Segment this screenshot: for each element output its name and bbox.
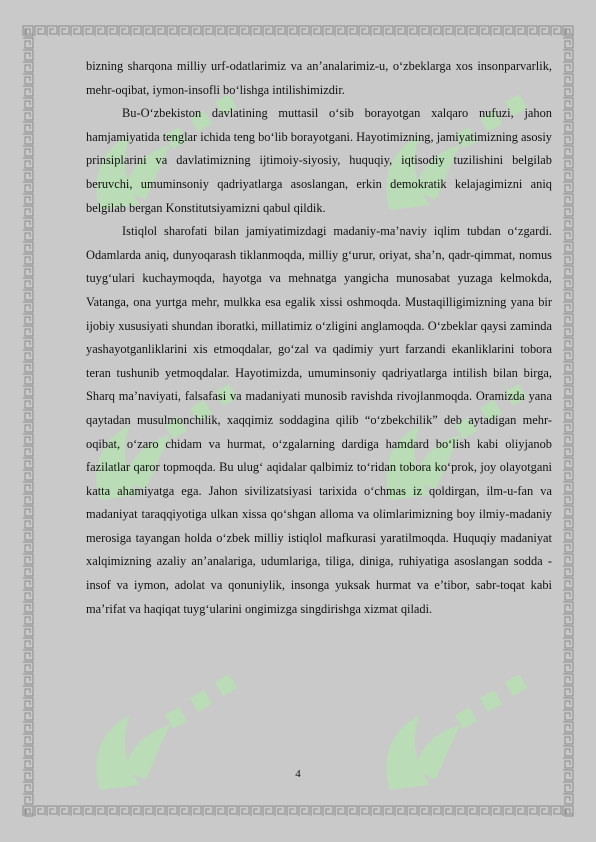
watermark-leaf-icon xyxy=(360,660,540,810)
top-greek-key-border-icon xyxy=(22,25,574,37)
right-greek-key-border-icon xyxy=(562,25,574,817)
paragraph: bizning sharqona milliy urf-odatlarimiz va an’analarimiz-u, o‘zbeklarga xos insonparvarlik, mehr-oqibat, iymon-insofli bo‘lishga intilishimizdir. xyxy=(86,59,552,97)
watermark-leaf-icon xyxy=(70,660,250,810)
paragraph: Istiqlol sharofati bilan jamiyatimizdagi madaniy-ma’naviy iqlim tubdan o‘zgardi. Odamlarda aniq, dunyoqarash tiklanmoqda, milliy g‘urur, oriyat, sha’n, qadr-qimmat, nomus tuyg‘ulari kuchaymoqda, hayotga va mehnatga yangicha munosabat yuzaga kelmokda, Vatanga, ona yurtga mehr, mulkka esa egalik xissi oshmoqda. Mustaqilligimizning yana bir ijobiy xususiyati shundan iboratki, millatimiz o‘zligini anglamoqda. O‘zbeklar qaysi zaminda yashayotganliklarini xis etmoqdalar, go‘zal va qadimiy yurt farzandi ekanliklarini tobora teran tushunib yetmoqdalar. Hayotimizda, umuminsoniy qadriyatlarga intilish bilan birga, Sharq ma’naviyati, falsafasi va madaniyati munosib ravishda rivojlanmoqda. Oramizda yana qaytadan musulmonchilik, xaqqimiz soddagina qilib “o‘zbekchilik” deb aytadigan mehr-oqibat, o‘zaro chidam va hurmat, o‘zgalarning dardiga hamdard bo‘lish kabi oliyjanob fazilatlar qaror topmoqda. Bu ulug‘ aqidalar qalbimiz to‘ridan tobora ko‘prok, joy olayotgani katta ahamiyatga ega. Jahon sivilizatsiyasi tarixida o‘chmas iz qoldirgan, ilm-u-fan va madaniyat taraqqiyotiga ulkan xissa qo‘shgan alloma va olimlarimizning boy ilmiy-madaniy merosiga tayangan holda o‘zbek milliy istiqlol mafkurasi yaratilmoqda. Huquqiy madaniyat xalqimizning azaliy an’analariga, udumlariga, tiliga, diniga, ruhiyatiga asoslangan sodda - insof va iymon, adolat va qonuniylik, insonga yuksak hurmat va e’tibor, sabr-toqat kabi ma’rifat va haqiqat tuyg‘ularini ongimizga singdirishga xizmat qiladi. xyxy=(86,224,552,616)
paragraph: Bu-O‘zbekiston davlatining muttasil o‘sib borayotgan xalqaro nufuzi, jahon hamjamiyatida tenglar ichida teng bo‘lib borayotgani. Hayotimizning, jamiyatimizning asosiy prinsiplarini va davlatimizning ijtimoiy-siyosiy, huquqiy, iqtisodiy tuzilishini belgilab beruvchi, umuminsoniy qadriyatlarga asoslangan, erkin demokratik kelajagimizni aniq belgilab bergan Konstitutsiyamizni qabul qildik. xyxy=(86,106,552,215)
left-greek-key-border-icon xyxy=(22,25,34,817)
document-body xyxy=(86,55,552,621)
page-number: 4 xyxy=(295,768,301,780)
